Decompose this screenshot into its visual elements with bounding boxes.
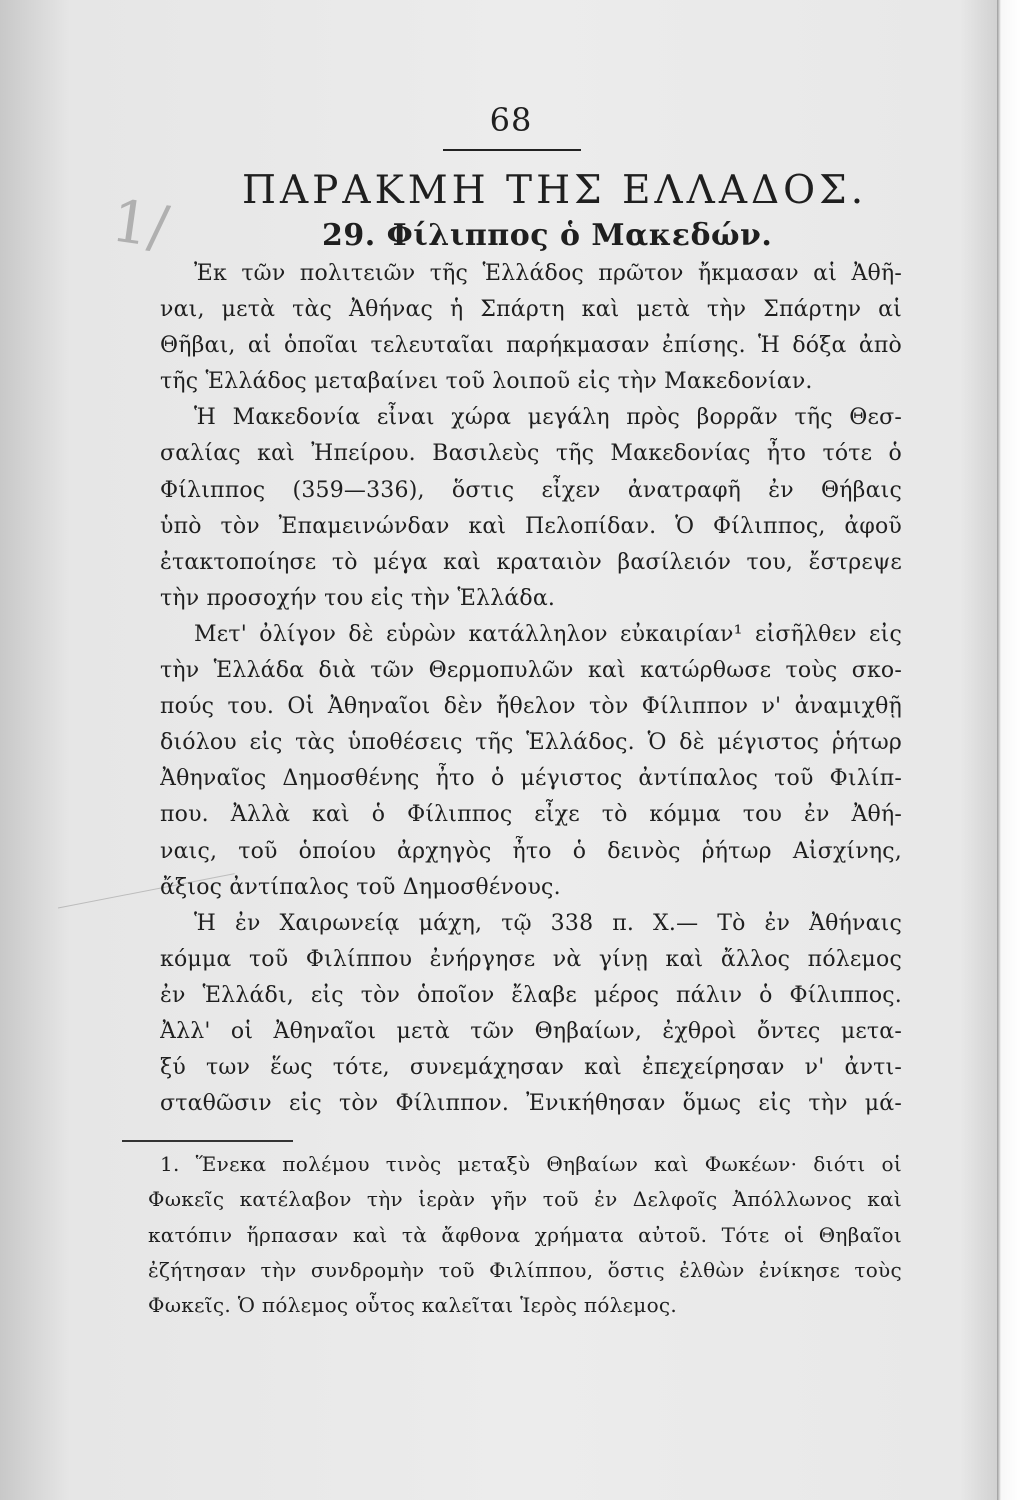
- text-line: πούς του. Οἱ Ἀθηναῖοι δὲν ἤθελον τὸν Φίλιππον ν' ἀναμιχθῇ: [160, 694, 902, 720]
- page-edge: [997, 0, 1021, 1500]
- text-line: ἐτακτοποίησε τὸ μέγα καὶ κραταιὸν βασίλειόν του, ἔστρεψε: [160, 549, 902, 575]
- text-line: Μετ' ὀλίγον δὲ εὑρὼν κατάλληλον εὐκαιρίαν¹ εἰσῆλθεν εἰς: [194, 621, 902, 647]
- text-line: ὑπὸ τὸν Ἐπαμεινώνδαν καὶ Πελοπίδαν. Ὁ Φίλιππος, ἀφοῦ: [160, 513, 902, 539]
- main-text: [160, 258, 902, 1124]
- text-line: σαλίας καὶ Ἠπείρου. Βασιλεὺς τῆς Μακεδονίας ἦτο τότε ὁ: [160, 441, 902, 467]
- text-line: τὴν προσοχήν του εἰς τὴν Ἑλλάδα.: [160, 585, 556, 611]
- text-line: Φίλιππος (359—336), ὅστις εἶχεν ἀνατραφῆ ἐν Θήβαις: [160, 477, 902, 503]
- text-line: διόλου εἰς τὰς ὑποθέσεις τῆς Ἑλλάδος. Ὁ δὲ μέγιστος ῥήτωρ: [160, 730, 902, 756]
- text-line: που. Ἀλλὰ καὶ ὁ Φίλιππος εἶχε τὸ κόμμα του ἐν Ἀθή-: [160, 802, 902, 828]
- footnotes: [148, 1150, 902, 1326]
- footnote-line: κατόπιν ἥρπασαν καὶ τὰ ἄφθονα χρήματα αὐτοῦ. Τότε οἱ Θηβαῖοι: [148, 1222, 902, 1247]
- text-line: Ἀθηναῖος Δημοσθένης ἦτο ὁ μέγιστος ἀντίπαλος τοῦ Φιλίπ-: [160, 766, 902, 792]
- text-line: Ἀλλ' οἱ Ἀθηναῖοι μετὰ τῶν Θηβαίων, ἐχθροὶ ὄντες μετα-: [160, 1018, 902, 1044]
- text-line: κόμμα τοῦ Φιλίππου ἐνήργησε νὰ γίνῃ καὶ ἄλλος πόλεμος: [160, 946, 902, 972]
- text-line: ναι, μετὰ τὰς Ἀθήνας ἡ Σπάρτη καὶ μετὰ τὴν Σπάρτην αἱ: [160, 297, 902, 323]
- footnote-line: Φωκεῖς κατέλαβον τὴν ἱερὰν γῆν τοῦ ἐν Δελφοῖς Ἀπόλλωνος καὶ: [148, 1187, 902, 1212]
- footnote-line: ἐζήτησαν τὴν συνδρομὴν τοῦ Φιλίππου, ὅστις ἐλθὼν ἐνίκησε τοὺς: [148, 1257, 902, 1282]
- text-line: Θῆβαι, αἱ ὁποῖαι τελευταῖαι παρήκμασαν ἐπίσης. Ἡ δόξα ἀπὸ: [160, 333, 902, 359]
- page-number: 68: [489, 101, 533, 139]
- text-line: τὴν Ἑλλάδα διὰ τῶν Θερμοπυλῶν καὶ κατώρθωσε τοὺς σκο-: [160, 658, 902, 684]
- running-header: ΠΑΡΑΚΜΗ ΤΗΣ ΕΛΛΑΔΟΣ.: [242, 168, 868, 213]
- margin-annotation: 1/: [107, 186, 173, 262]
- text-line: ἄξιος ἀντίπαλος τοῦ Δημοσθένους.: [160, 874, 561, 900]
- text-line: σταθῶσιν εἰς τὸν Φίλιππον. Ἐνικήθησαν ὅμως εἰς τὴν μά-: [160, 1091, 902, 1117]
- text-line: τῆς Ἑλλάδος μεταβαίνει τοῦ λοιποῦ εἰς τὴν Μακεδονίαν.: [160, 369, 813, 395]
- text-line: Ἡ Μακεδονία εἶναι χώρα μεγάλη πρὸς βορρᾶν τῆς Θεσ-: [194, 405, 902, 431]
- text-line: Ἡ ἐν Χαιρωνείᾳ μάχη, τῷ 338 π. Χ.— Τὸ ἐν Ἀθήναις: [194, 910, 902, 936]
- text-line: ἐν Ἑλλάδι, εἰς τὸν ὁποῖον ἔλαβε μέρος πάλιν ὁ Φίλιππος.: [160, 982, 902, 1008]
- page-number-rule: [443, 149, 581, 151]
- text-line: Ἐκ τῶν πολιτειῶν τῆς Ἑλλάδος πρῶτον ἤκμασαν αἱ Ἀθῆ-: [194, 261, 902, 286]
- section-title: 29. Φίλιππος ὁ Μακεδών.: [322, 218, 773, 253]
- footnote-line: Φωκεῖς. Ὁ πόλεμος οὗτος καλεῖται Ἱερὸς πόλεμος.: [148, 1293, 678, 1318]
- footnote-line: 1. Ἕνεκα πολέμου τινὸς μεταξὺ Θηβαίων καὶ Φωκέων· διότι οἱ: [160, 1152, 902, 1176]
- footnote-rule: [122, 1140, 293, 1142]
- text-line: ξύ των ἕως τότε, συνεμάχησαν καὶ ἐπεχείρησαν ν' ἀντι-: [160, 1055, 902, 1081]
- text-line: ναις, τοῦ ὁποίου ἀρχηγὸς ἦτο ὁ δεινὸς ῥήτωρ Αἰσχίνης,: [160, 838, 902, 864]
